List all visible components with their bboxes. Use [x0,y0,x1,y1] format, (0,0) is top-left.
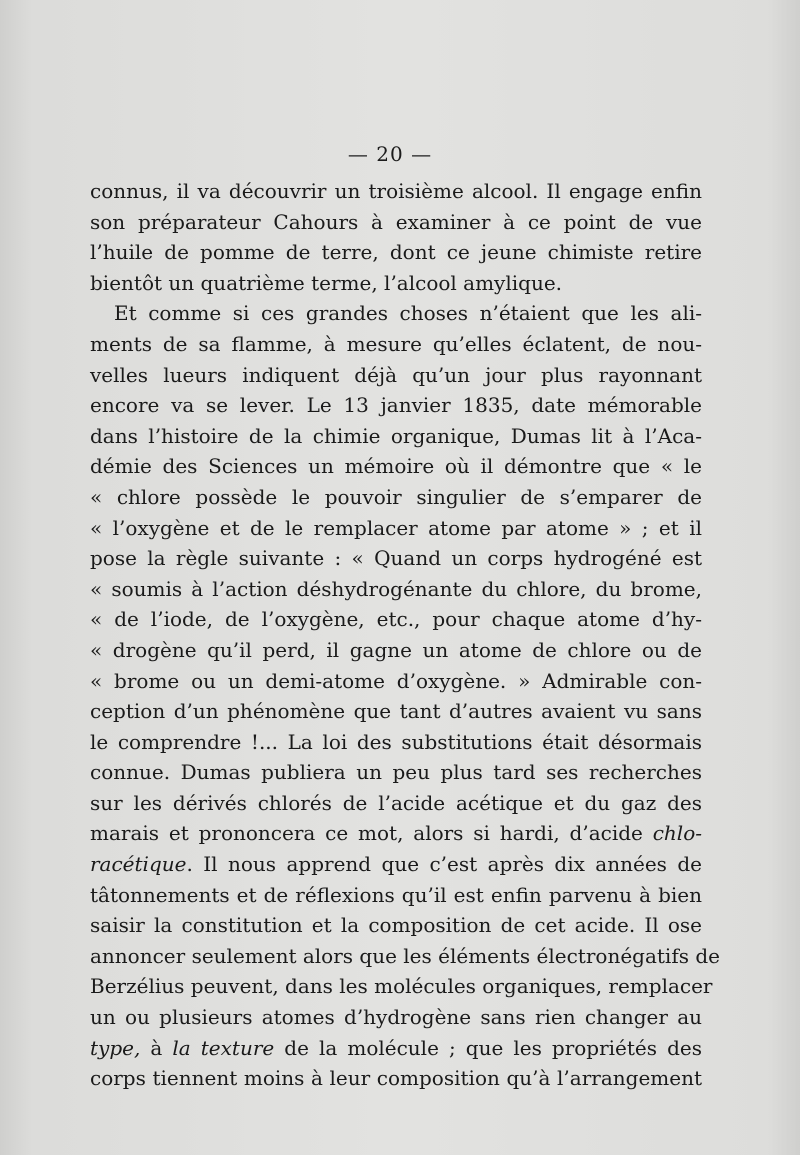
body-text [90,176,720,1094]
text-line: « soumis à l’action déshydrogénante du chlore, du brome, [90,576,702,601]
text-line [90,849,702,880]
text-line: bientôt un quatrième terme, l’alcool amylique. [90,270,563,295]
page-number: — 20 — [347,142,433,166]
text-run: de la molécule ; que les propriétés des [274,1035,702,1060]
text-line: Et comme si ces grandes choses n’étaient que les ali- [114,301,702,326]
text-line: un ou plusieurs atomes d’hydrogène sans rien changer au [90,1005,702,1030]
text-line: connue. Dumas publiera un peu plus tard ses recherches [90,760,702,785]
text-line: ments de sa flamme, à mesure qu’elles éclatent, de nou- [90,331,702,356]
text-line: annoncer seulement alors que les éléments électronégatifs de [90,943,720,968]
text-line: « l’oxygène et de le remplacer atome par atome » ; et il [90,515,702,540]
text-run: à [140,1035,173,1060]
italic-run: racétique [90,852,187,877]
text-line: le comprendre !... La loi des substitutions était désormais [90,729,702,754]
text-line: tâtonnements et de réflexions qu’il est enfin parvenu à bien [90,882,702,907]
italic-run: chlo- [652,821,702,846]
text-line: l’huile de pomme de terre, dont ce jeune chimiste retire [90,240,702,265]
text-line: saisir la constitution et la composition de cet acide. Il ose [90,913,702,938]
text-run: marais et prononcera ce mot, alors si hardi, d’acide [90,821,643,846]
text-line [90,818,702,849]
italic-run: la texture [172,1035,275,1060]
text-run: . Il nous apprend que c’est après dix années de [186,852,702,877]
text-line: Berzélius peuvent, dans les molécules organiques, remplacer [90,974,713,999]
italic-run: type, [90,1035,141,1060]
text-line: corps tiennent moins à leur composition qu’à l’arrangement [90,1066,702,1091]
text-line: « brome ou un demi-atome d’oxygène. » Admirable con- [90,668,702,693]
text-line: son préparateur Cahours à examiner à ce point de vue [90,209,702,234]
text-line: pose la règle suivante : « Quand un corps hydrogéné est [90,546,702,571]
text-line: « drogène qu’il perd, il gagne un atome de chlore ou de [90,637,702,662]
text-line: « de l’iode, de l’oxygène, etc., pour chaque atome d’hy- [90,607,702,632]
text-line: « chlore possède le pouvoir singulier de s’emparer de [90,484,702,509]
text-line: encore va se lever. Le 13 janvier 1835, date mémorable [90,393,702,418]
text-line: velles lueurs indiquent déjà qu’un jour plus rayonnant [90,362,702,387]
text-line: connus, il va découvrir un troisième alcool. Il engage enfin [90,179,702,203]
text-line: ception d’un phénomène que tant d’autres avaient vu sans [90,699,702,724]
text-line: démie des Sciences un mémoire où il démontre que « le [90,454,702,479]
text-line [90,1033,702,1064]
text-line: dans l’histoire de la chimie organique, Dumas lit à l’Aca- [90,423,702,448]
text-line: sur les dérivés chlorés de l’acide acétique et du gaz des [90,790,702,815]
